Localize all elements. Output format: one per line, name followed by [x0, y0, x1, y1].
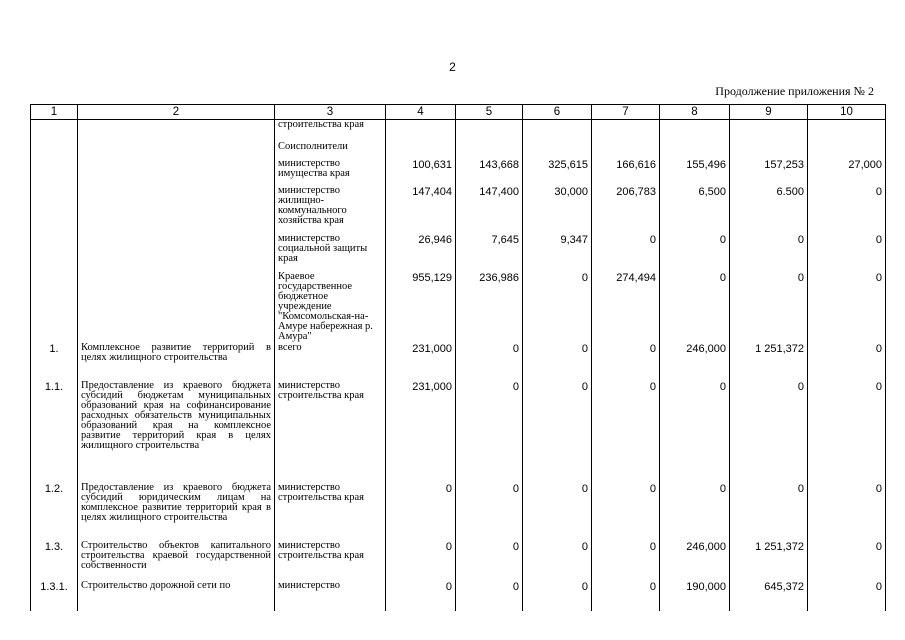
executor: министерство	[275, 581, 386, 611]
measure-name	[78, 186, 275, 234]
value-cell: 6.500	[730, 186, 808, 234]
table-row	[31, 159, 886, 186]
table-row	[31, 142, 886, 159]
value-cell: 9,347	[523, 234, 592, 272]
table-row	[31, 541, 886, 581]
value-cell: 246,000	[660, 541, 730, 581]
value-cell	[456, 120, 523, 142]
column-header: 3	[275, 105, 386, 120]
row-number	[31, 142, 78, 159]
row-number	[31, 159, 78, 186]
table-row	[31, 343, 886, 381]
value-cell: 0	[808, 234, 886, 272]
value-cell: 0	[386, 581, 456, 611]
row-number: 1.3.	[31, 541, 78, 581]
value-cell: 0	[592, 234, 660, 272]
value-cell: 0	[592, 381, 660, 483]
page-number: 2	[449, 60, 456, 74]
value-cell: 143,668	[456, 159, 523, 186]
value-cell	[660, 120, 730, 142]
value-cell: 7,645	[456, 234, 523, 272]
value-cell: 231,000	[386, 381, 456, 483]
executor: министерство жилищно-коммунального хозяйства края	[275, 186, 386, 234]
executor: Краевое государственное бюджетное учреждение "Комсомольская-на-Амуре набережная р. Амура"	[275, 272, 386, 343]
value-cell: 231,000	[386, 343, 456, 381]
value-cell	[808, 142, 886, 159]
value-cell: 0	[386, 483, 456, 541]
value-cell: 0	[808, 541, 886, 581]
value-cell: 325,615	[523, 159, 592, 186]
column-header: 6	[523, 105, 592, 120]
value-cell: 30,000	[523, 186, 592, 234]
value-cell: 0	[592, 483, 660, 541]
value-cell: 0	[456, 541, 523, 581]
measure-name: Предоставление из краевого бюджета субсидий юридическим лицам на комплексное развитие территорий края в целях жилищного строительства	[78, 483, 275, 541]
value-cell	[592, 120, 660, 142]
value-cell: 0	[523, 541, 592, 581]
row-number	[31, 234, 78, 272]
value-cell: 0	[386, 541, 456, 581]
value-cell: 157,253	[730, 159, 808, 186]
executor: строительства края	[275, 120, 386, 142]
table-row	[31, 483, 886, 541]
measure-name	[78, 159, 275, 186]
measure-name: Предоставление из краевого бюджета субсидий бюджетам муниципальных образований края на софинансирование расходных обязательств муниципальных образований края на комплексное развитие территорий края в целях жилищного строительства	[78, 381, 275, 483]
executor: министерство строительства края	[275, 541, 386, 581]
value-cell	[730, 142, 808, 159]
table-row	[31, 381, 886, 483]
value-cell: 0	[592, 343, 660, 381]
value-cell	[456, 142, 523, 159]
value-cell: 26,946	[386, 234, 456, 272]
value-cell	[808, 120, 886, 142]
value-cell	[523, 120, 592, 142]
value-cell	[523, 142, 592, 159]
row-number: 1.3.1.	[31, 581, 78, 611]
row-number	[31, 120, 78, 142]
value-cell: 645,372	[730, 581, 808, 611]
value-cell: 246,000	[660, 343, 730, 381]
value-cell: 0	[730, 234, 808, 272]
appendix-table	[30, 104, 886, 611]
row-number	[31, 272, 78, 343]
value-cell: 0	[523, 272, 592, 343]
value-cell: 0	[523, 581, 592, 611]
value-cell: 0	[592, 541, 660, 581]
value-cell: 155,496	[660, 159, 730, 186]
value-cell: 206,783	[592, 186, 660, 234]
value-cell: 0	[523, 381, 592, 483]
value-cell	[730, 120, 808, 142]
value-cell: 0	[523, 483, 592, 541]
value-cell: 0	[808, 483, 886, 541]
value-cell: 274,494	[592, 272, 660, 343]
executor: Соисполнители	[275, 142, 386, 159]
value-cell: 0	[523, 343, 592, 381]
value-cell: 1 251,372	[730, 343, 808, 381]
value-cell: 236,986	[456, 272, 523, 343]
table-row	[31, 234, 886, 272]
column-header: 7	[592, 105, 660, 120]
executor: министерство строительства края	[275, 483, 386, 541]
value-cell: 0	[808, 272, 886, 343]
value-cell: 0	[660, 381, 730, 483]
value-cell: 0	[730, 272, 808, 343]
value-cell: 166,616	[592, 159, 660, 186]
table-row	[31, 581, 886, 611]
value-cell: 0	[456, 581, 523, 611]
measure-name: Строительство объектов капитального строительства краевой государственной собственности	[78, 541, 275, 581]
measure-name	[78, 120, 275, 142]
continuation-note: Продолжение приложения № 2	[715, 84, 874, 98]
value-cell: 955,129	[386, 272, 456, 343]
table-row	[31, 186, 886, 234]
table-row	[31, 272, 886, 343]
value-cell: 6,500	[660, 186, 730, 234]
column-header: 10	[808, 105, 886, 120]
value-cell: 190,000	[660, 581, 730, 611]
row-number: 1.1.	[31, 381, 78, 483]
value-cell: 0	[808, 343, 886, 381]
row-number	[31, 186, 78, 234]
column-header: 5	[456, 105, 523, 120]
executor: министерство строительства края	[275, 381, 386, 483]
column-header: 9	[730, 105, 808, 120]
measure-name: Строительство дорожной сети по	[78, 581, 275, 611]
value-cell: 147,400	[456, 186, 523, 234]
measure-name	[78, 142, 275, 159]
value-cell: 0	[660, 234, 730, 272]
column-header: 8	[660, 105, 730, 120]
value-cell: 0	[730, 381, 808, 483]
value-cell	[386, 120, 456, 142]
value-cell: 0	[808, 186, 886, 234]
row-number: 1.2.	[31, 483, 78, 541]
row-number: 1.	[31, 343, 78, 381]
value-cell: 0	[456, 381, 523, 483]
value-cell	[592, 142, 660, 159]
value-cell: 100,631	[386, 159, 456, 186]
column-header: 4	[386, 105, 456, 120]
header-row	[31, 105, 886, 120]
value-cell: 0	[808, 381, 886, 483]
value-cell: 0	[456, 343, 523, 381]
measure-name	[78, 272, 275, 343]
measure-name	[78, 234, 275, 272]
value-cell: 0	[592, 581, 660, 611]
executor: всего	[275, 343, 386, 381]
table-row	[31, 120, 886, 142]
column-header: 2	[78, 105, 275, 120]
column-header: 1	[31, 105, 78, 120]
value-cell: 0	[730, 483, 808, 541]
value-cell: 0	[456, 483, 523, 541]
executor: министерство имущества края	[275, 159, 386, 186]
value-cell: 27,000	[808, 159, 886, 186]
value-cell: 1 251,372	[730, 541, 808, 581]
value-cell: 0	[660, 272, 730, 343]
value-cell: 147,404	[386, 186, 456, 234]
value-cell	[660, 142, 730, 159]
value-cell: 0	[660, 483, 730, 541]
measure-name: Комплексное развитие территорий в целях жилищного строительства	[78, 343, 275, 381]
value-cell: 0	[808, 581, 886, 611]
value-cell	[386, 142, 456, 159]
executor: министерство социальной защиты края	[275, 234, 386, 272]
